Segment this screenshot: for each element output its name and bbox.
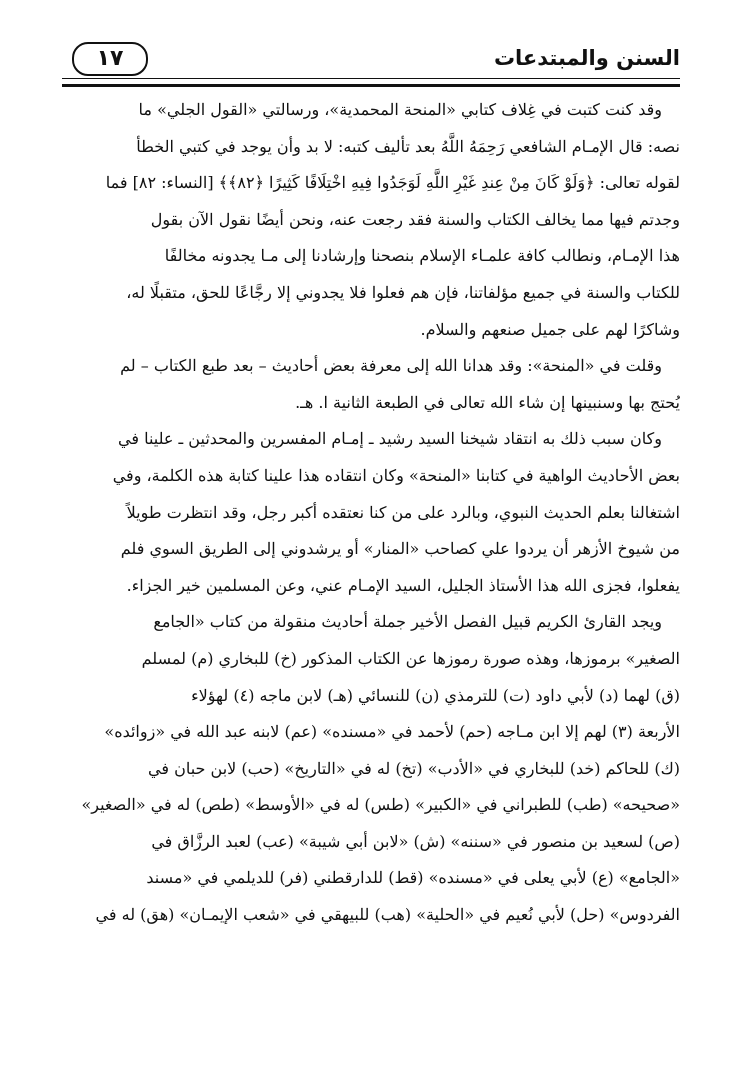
- text-line: (ق) لهما (د) لأبي داود (ت) للترمذي (ن) للنسائي (هـ) لابن ماجه (٤) لهؤلاء: [191, 685, 680, 705]
- body-text: [62, 92, 680, 934]
- text-line: هذا الإمـام، ونطالب كافة علمـاء الإسلام بنصحنا وإرشادنا إلى مـا يجدونه مخالفًا: [164, 246, 680, 266]
- text-line: «الجامع» (ع) لأبي يعلى في «مسنده» (قط) للدارقطني (فر) للديلمي في «مسند: [146, 868, 680, 888]
- text-line: الصغير» برموزها، وهذه صورة رموزها عن الكتاب المذكور (خ) للبخاري (م) لمسلم: [141, 648, 680, 668]
- running-title: السنن والمبتدعات: [493, 46, 680, 70]
- text-line: «صحيحه» (طب) للطبراني في «الكبير» (طس) له في «الأوسط» (طص) له في «الصغير»: [81, 795, 680, 815]
- page-header: [62, 38, 680, 87]
- text-line: من شيوخ الأزهر أن يردوا علي كصاحب «المنار» أو يرشدوني إلى الطريق السوي فلم: [120, 539, 680, 559]
- text-line: وقد كنت كتبت في غِلاف كتابي «المنحة المحمدية»، ورسالتي «القول الجلي» ما: [138, 100, 662, 119]
- text-line: (ك) للحاكم (خد) للبخاري في «الأدب» (تخ) له في «التاريخ» (حب) لابن حبان في: [148, 758, 680, 778]
- text-line: وشاكرًا لهم على جميل صنعهم والسلام.: [420, 319, 680, 339]
- header-divider: [62, 78, 680, 79]
- text-line: الأربعة (٣) لهم إلا ابن مـاجه (حم) لأحمد في «مسنده» (عم) لابنه عبد الله في «زوائده»: [104, 722, 680, 742]
- text-line: وقلت في «المنحة»: وقد هدانا الله إلى معرفة بعض أحاديث – بعد طبع الكتاب – لم: [120, 356, 662, 376]
- text-line: ويجد القارئ الكريم قبيل الفصل الأخير جملة أحاديث منقولة من كتاب «الجامع: [153, 612, 662, 632]
- text-line: (ص) لسعيد بن منصور في «سننه» (ش) «لابن أبي شيبة» (عب) لعبد الرزَّاق في: [151, 831, 680, 851]
- text-line: بعض الأحاديث الواهية في كتابنا «المنحة» وكان انتقاده هذا علينا كتابة هذه الكلمة، وفي: [112, 465, 680, 485]
- text-line: وجدتم فيها مما يخالف الكتاب والسنة فقد رجعت عنه، ونحن أيضًا نقول الآن بقول: [150, 209, 680, 229]
- text-line: الفردوس» (حل) لأبي نُعيم في «الحلية» (هب) للبيهقي في «شعب الإيمـان» (هق) له في: [95, 905, 680, 925]
- text-line: اشتغالنا بعلم الحديث النبوي، وبالرد على من كنا نعتقده أكبر رجل، وقد انتظرت طويلاً: [126, 502, 680, 522]
- text-line: نصه: قال الإمـام الشافعي رَحِمَهُ اللَّهُ بعد تأليف كتبه: لا بد وأن يوجد في كتبي الخطأ: [136, 136, 680, 156]
- page-number: ١٧: [72, 42, 148, 76]
- text-line: للكتاب والسنة في جميع مؤلفاتنا، فإن هم فعلوا فلا يجدوني إلا رجَّاعًا للحق، متقبلًا له،: [126, 282, 680, 302]
- text-line: يفعلوا، فجزى الله هذا الأستاذ الجليل، السيد الإمـام عني، وعن المسلمين خير الجزاء.: [126, 575, 680, 595]
- text-line: يُحتج بها وسنبينها إن شاء الله تعالى في الطبعة الثانية ا. هـ.: [295, 392, 680, 412]
- text-line: لقوله تعالى: ﴿وَلَوْ كَانَ مِنْ عِندِ غَيْرِ اللَّهِ لَوَجَدُوا فِيهِ اخْتِلَافًا كَثِيرًا ﴿٨٢﴾﴾ [النساء: ٨٢] فما: [105, 173, 680, 193]
- text-line: وكان سبب ذلك به انتقاد شيخنا السيد رشيد ـ إمـام المفسرين والمحدثين ـ علينا في: [118, 429, 662, 449]
